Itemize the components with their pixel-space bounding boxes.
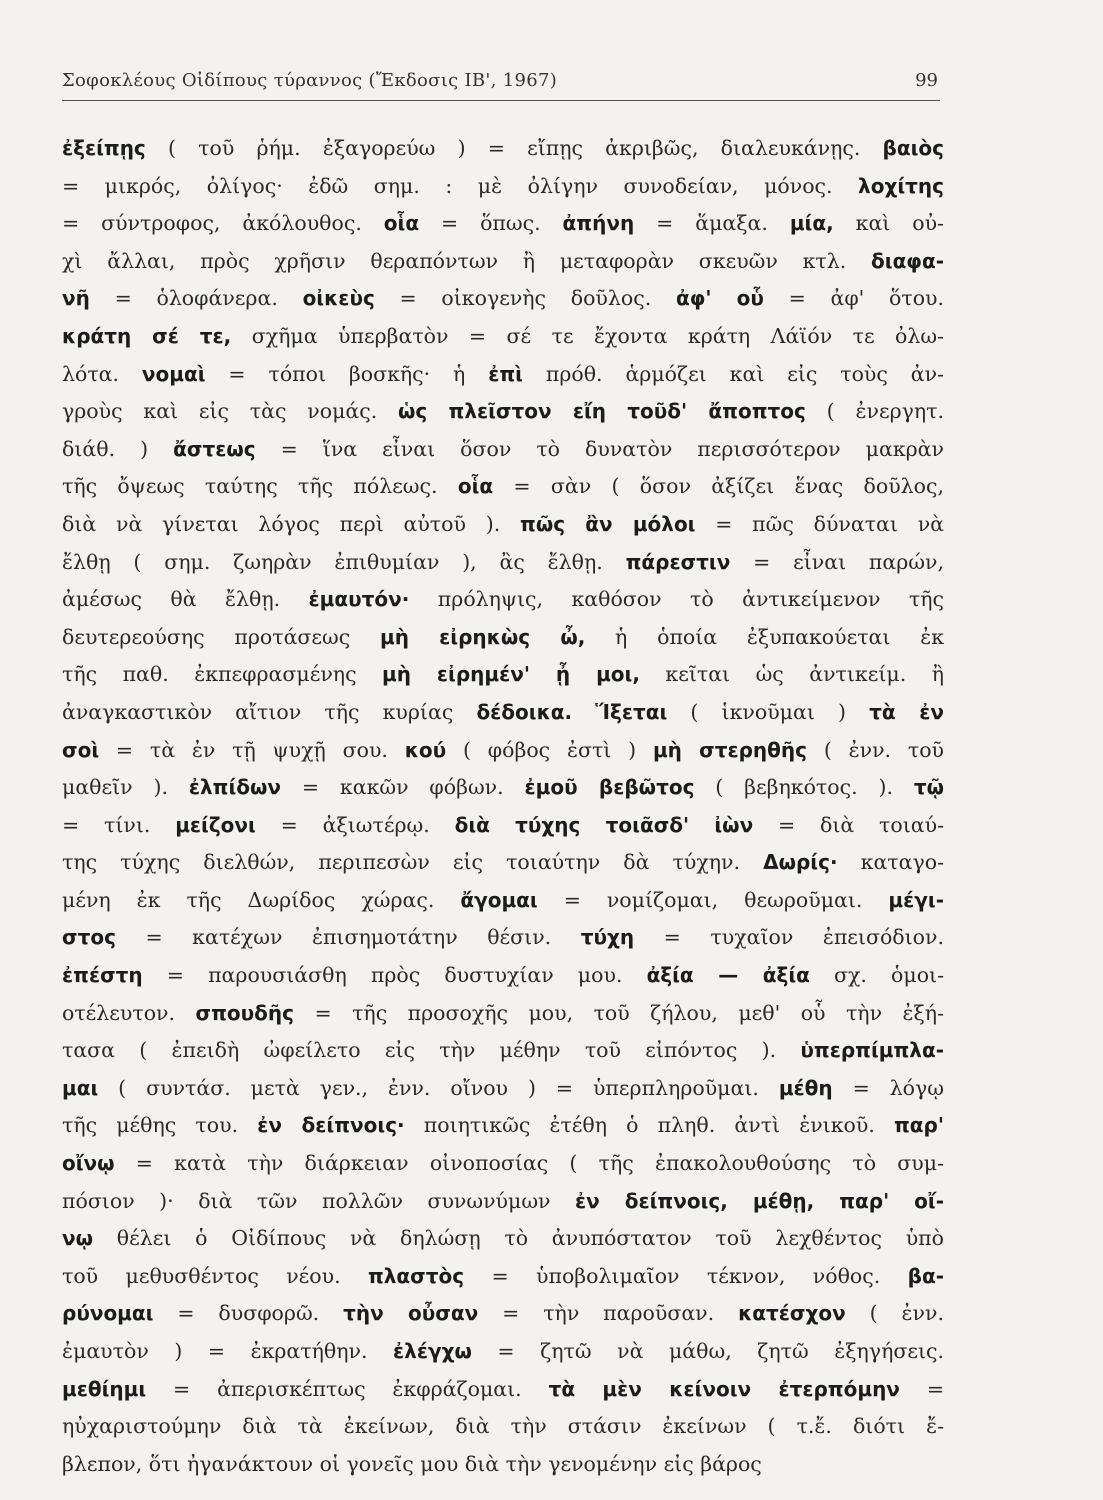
lemma: σπουδῆς [195,1000,294,1025]
gloss: τασα ( ἐπειδὴ ὠφείλετο εἰς τὴν μέθην τοῦ εἰπόντος ). [62,1038,801,1063]
lemma: βαιὸς [882,136,944,160]
gloss: = παρουσιάσθη πρὸς δυστυχίαν μου. [142,963,647,988]
gloss: ( τοῦ ῥήμ. ἐξαγορεύω ) = εἴπῃς ἀκριβῶς, διαλευκάνῃς. [145,136,883,160]
lemma: κού [404,737,447,762]
gloss: ηὐχαριστούμην διὰ τὰ ἐκείνων, διὰ τὴν στάσιν ἐκείνων ( τ.ἔ. διότι ἔ- [62,1414,944,1439]
lemma: οἷα [457,474,494,499]
lemma: πλαστὸς [367,1263,465,1288]
gloss: λότα. [62,361,142,386]
gloss: = οἰκογενὴς δοῦλος. [374,286,676,311]
text-line [62,1333,944,1371]
lemma: μέθη [778,1075,833,1100]
gloss: πρόληψις, καθόσον τὸ ἀντικείμενον τῆς [409,587,944,612]
gloss: = τόποι βοσκῆς· ἡ [205,361,489,386]
gloss: ( ἐνν. τοῦ [807,737,944,762]
lemma: πάρεστιν [625,549,731,574]
lemma: μὴ εἰρημέν' ᾖ μοι, [382,662,640,687]
text-line [62,807,944,845]
gloss: ( φόβος ἐστὶ ) [446,737,653,762]
lemma: ὡς πλεῖστον εἴη τοῦδ' ἄποπτος [398,399,806,424]
gloss: = ὁλοφάνερα. [89,286,303,311]
lemma: λοχίτης [858,173,944,198]
header-title: Σοφοκλέους Οἰδίπους τύραννος (Ἔκδοσις ΙΒ', 1967) [62,70,558,91]
gloss: διὰ νὰ γίνεται λόγος περὶ αὐτοῦ ). [62,511,520,536]
text-line [62,318,944,356]
gloss [572,700,595,724]
text-line [62,1183,944,1221]
lemma: ἐμαυτόν· [308,587,410,612]
gloss: = τῆς προσοχῆς μου, τοῦ ζήλου, μεθ' οὗ τὴν ἐξή- [293,1000,944,1025]
lemma: Δωρίς· [763,850,838,875]
lemma: τύχη [580,925,635,950]
gloss: τῆς μέθης του. [62,1113,258,1138]
page-number: 99 [915,70,938,91]
gloss: κεῖται ὡς ἀντικείμ. ἢ [639,662,944,687]
lemma: μὴ εἰρηκὼς ὦ, [380,624,586,649]
gloss: ( ἐνν. [845,1301,944,1326]
text-line [62,168,944,206]
text-line [62,844,944,882]
text-line [62,957,944,995]
text-line [62,243,944,281]
text-line [62,1220,944,1258]
gloss: ποιητικῶς ἐτέθη ὁ πληθ. ἀντὶ ἑνικοῦ. [404,1113,894,1138]
lemma: ἐλπίδων [188,775,282,800]
lemma: ἐλέγχω [393,1339,472,1363]
lemma: τὰ ἐν [869,699,944,724]
lemma: τῷ [913,775,944,800]
gloss: τῆς ὄψεως ταύτης τῆς πόλεως. [62,474,458,499]
gloss: = μικρός, ὀλίγος· ἐδῶ σημ. : μὲ ὀλίγην συνοδείαν, μόνος. [62,173,859,198]
text-line [62,581,944,619]
gloss: = πῶς δύναται νὰ [695,511,944,536]
gloss: = [899,1376,944,1401]
lemma: διαφα- [871,248,944,273]
text-line [62,506,944,544]
gloss: ἀναγκαστικὸν αἴτιον τῆς κυρίας [62,699,477,724]
text-line [62,1258,944,1296]
lemma: στος [62,925,116,950]
gloss: τῆς παθ. ἐκπεφρασμένης [62,662,383,687]
gloss: = ἵνα εἶναι ὅσον τὸ δυνατὸν περισσότερον μακρὰν [255,436,944,461]
lemma: τὰ μὲν κείνοιν ἐτερπόμην [548,1376,900,1401]
gloss: διάθ. ) [62,436,174,461]
lemma: ἐπέστη [62,963,143,988]
lemma: ἄγομαι [460,887,538,912]
text-line [62,1408,944,1446]
lemma: σοὶ [62,737,100,762]
text-line [62,1070,944,1108]
lemma: οἷα [383,211,420,236]
gloss: = τὴν παροῦσαν. [478,1301,739,1326]
text-line [62,205,944,243]
gloss: πόσιον )· διὰ τῶν πολλῶν συνωνύμων [62,1188,576,1213]
gloss: οτέλευτον. [62,1000,196,1025]
text-line [62,356,944,394]
commentary-text [62,130,944,1483]
text-line [62,468,944,506]
lemma: πῶς ἂν μόλοι [520,511,696,536]
text-line [62,130,944,168]
lemma: τὴν οὖσαν [343,1301,479,1326]
gloss: δευτερεούσης προτάσεως [62,624,381,649]
gloss: μένη ἐκ τῆς Δωρίδος χώρας. [62,887,461,912]
gloss: θέλει ὁ Οἰδίπους νὰ δηλώσῃ τὸ ἀνυπόστατον τοῦ λεχθέντος ὑπὸ [93,1226,944,1251]
lemma: κατέσχον [738,1301,846,1326]
gloss: γροὺς καὶ εἰς τὰς νομάς. [62,399,399,424]
gloss: χὶ ἄλλαι, πρὸς χρῆσιν θεραπόντων ἢ μεταφορὰν σκευῶν κτλ. [62,248,872,273]
gloss: μαθεῖν ). [62,775,189,800]
gloss: σχῆμα ὑπερβατὸν = σέ τε ἔχοντα κράτη Λάϊόν τε ὀλω- [231,323,944,348]
lemma: ρύνομαι [62,1301,154,1326]
lemma: μεθίημι [62,1376,147,1401]
lemma: νομαὶ [141,361,206,386]
text-line [62,656,944,694]
text-line [62,1371,944,1409]
lemma: ἐπὶ [488,361,523,386]
gloss: της τύχης διελθών, περιπεσὼν εἰς τοιαύτην δὰ τύχην. [62,850,764,875]
text-line [62,431,944,469]
lemma: ἐμοῦ βεβῶτος [524,775,695,800]
gloss: καὶ οὐ- [833,211,944,236]
gloss: καταγο- [837,850,944,875]
running-header [62,66,940,101]
lemma: ἀφ' οὗ [675,286,764,311]
text-line [62,1446,944,1484]
lemma: βα- [907,1263,944,1288]
lemma: παρ' [893,1113,944,1138]
gloss: ἀμέσως θὰ ἔλθῃ. [62,587,309,612]
lemma: μία, [789,211,834,236]
text-line [62,393,944,431]
gloss: ἡ ὁποία ἐξυπακούεται ἐκ [585,624,944,649]
text-line [62,1145,944,1183]
lemma: κράτη σέ τε, [62,323,232,348]
gloss: = διὰ τοιαύ- [753,812,944,837]
text-line [62,544,944,582]
gloss: = ζητῶ νὰ μάθω, ζητῶ ἐξηγήσεις. [471,1339,944,1363]
lemma: ἐξείπῃς [62,136,146,160]
gloss: = ἅμαξα. [634,211,790,236]
lemma: μείζονι [175,812,256,837]
lemma: μὴ στερηθῆς [652,737,808,762]
gloss: ( βεβηκότος. ). [694,775,914,800]
gloss: = λόγῳ [832,1075,944,1100]
gloss: = τυχαῖον ἐπεισόδιον. [634,925,944,950]
gloss: = κακῶν φόβων. [281,775,525,800]
gloss: = ἀπερισκέπτως ἐκφράζομαι. [146,1376,549,1401]
lemma: ἀξία — ἀξία [646,963,810,988]
text-line [62,732,944,770]
gloss: = κατέχων ἐπισημοτάτην θέσιν. [115,925,581,950]
gloss: = ἀφ' ὅτου. [763,286,944,311]
lemma: ἄστεως [173,436,256,461]
text-line [62,1295,944,1333]
text-line [62,882,944,920]
gloss: τοῦ μεθυσθέντος νέου. [62,1263,368,1288]
gloss: ( ἱκνοῦμαι ) [667,699,870,724]
lemma: ἀπήνη [562,211,635,236]
text-line [62,694,944,732]
gloss: ἐμαυτὸν ) = ἐκρατήθην. [62,1339,394,1363]
gloss: = ἀξιωτέρῳ. [255,812,455,837]
gloss: = τίνι. [62,812,176,837]
lemma: οἴνῳ [62,1151,115,1176]
text-line [62,769,944,807]
lemma: νῳ [62,1226,94,1251]
gloss: ἔλθῃ ( σημ. ζωηρὰν ἐπιθυμίαν ), ἂς ἔλθῃ. [62,549,626,574]
lemma: οἰκεὺς [302,286,375,311]
gloss: βλεπον, ὅτι ἠγανάκτουν οἱ γονεῖς μου διὰ τὴν γενομένην εἰς βάρος [62,1451,762,1476]
gloss: = σύντροφος, ἀκόλουθος. [62,211,384,236]
text-line [62,995,944,1033]
text-line [62,1107,944,1145]
lemma: ὑπερπίμπλα- [800,1038,944,1063]
gloss: = εἶναι παρών, [730,549,944,574]
lemma: Ἵξεται [595,699,668,724]
gloss: = ὑποβολιμαῖον τέκνον, νόθος. [464,1263,908,1288]
text-line [62,1032,944,1070]
text-line [62,280,944,318]
gloss: ( συντάσ. μετὰ γεν., ἐνν. οἴνου ) = ὑπερπληροῦμαι. [98,1075,779,1100]
text-line [62,919,944,957]
text-line [62,619,944,657]
gloss: = σὰν ( ὅσον ἀξίζει ἕνας δοῦλος, [493,474,944,499]
lemma: ἐν δείπνοις· [257,1113,405,1138]
lemma: μαι [62,1075,99,1100]
lemma: διὰ τύχης τοιᾶσδ' ἰὼν [454,812,754,837]
gloss: = τὰ ἐν τῇ ψυχῇ σου. [99,737,405,762]
gloss: σχ. ὁμοι- [809,963,944,988]
gloss: = ὅπως. [419,211,563,236]
gloss: ( ἐνεργητ. [805,399,944,424]
gloss: = δυσφορῶ. [153,1301,344,1326]
lemma: μέγι- [888,887,944,912]
lemma: ἐν δείπνοις, μέθῃ, παρ' οἴ- [575,1188,944,1213]
lemma: νῆ [62,286,90,311]
gloss: = κατὰ τὴν διάρκειαν οἰνοποσίας ( τῆς ἐπακολουθούσης τὸ συμ- [114,1151,944,1176]
lemma: δέδοικα. [476,699,573,724]
gloss: = νομίζομαι, θεωροῦμαι. [537,887,889,912]
gloss: πρόθ. ἁρμόζει καὶ εἰς τοὺς ἀν- [522,361,944,386]
